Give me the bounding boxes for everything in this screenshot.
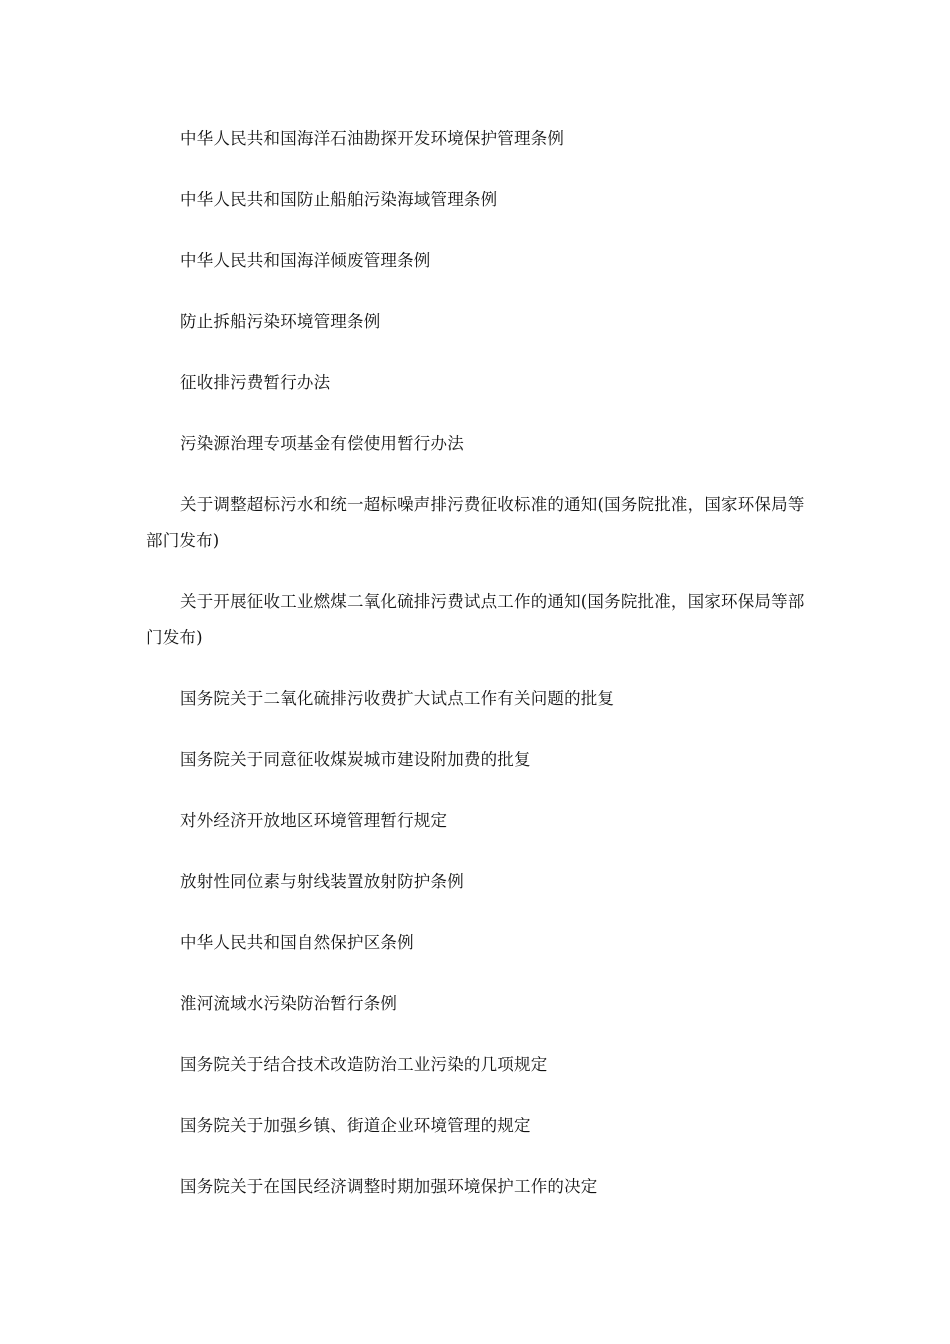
list-item: 放射性同位素与射线装置放射防护条例 xyxy=(180,872,464,891)
list-item: 防止拆船污染环境管理条例 xyxy=(180,312,381,331)
list-item: 中华人民共和国海洋石油勘探开发环境保护管理条例 xyxy=(180,129,565,148)
list-item: 国务院关于在国民经济调整时期加强环境保护工作的决定 xyxy=(180,1177,598,1196)
list-item: 国务院关于结合技术改造防治工业污染的几项规定 xyxy=(180,1055,548,1074)
list-item: 中华人民共和国自然保护区条例 xyxy=(180,933,414,952)
list-item: 国务院关于二氧化硫排污收费扩大试点工作有关问题的批复 xyxy=(180,689,615,708)
list-item: 淮河流域水污染防治暂行条例 xyxy=(180,994,398,1013)
list-item: 国务院关于同意征收煤炭城市建设附加费的批复 xyxy=(180,750,531,769)
list-item: 关于调整超标污水和统一超标噪声排污费征收标准的通知(国务院批准，国家环保局等部门发布) xyxy=(146,495,805,550)
list-item: 关于开展征收工业燃煤二氧化硫排污费试点工作的通知(国务院批准，国家环保局等部门发布) xyxy=(146,592,805,647)
list-item: 对外经济开放地区环境管理暂行规定 xyxy=(180,811,448,830)
list-item: 中华人民共和国防止船舶污染海域管理条例 xyxy=(180,190,498,209)
list-item: 污染源治理专项基金有偿使用暂行办法 xyxy=(180,434,464,453)
regulation-list xyxy=(146,121,806,1230)
list-item: 中华人民共和国海洋倾废管理条例 xyxy=(180,251,431,270)
list-item: 征收排污费暂行办法 xyxy=(180,373,331,392)
list-item: 国务院关于加强乡镇、街道企业环境管理的规定 xyxy=(180,1116,531,1135)
